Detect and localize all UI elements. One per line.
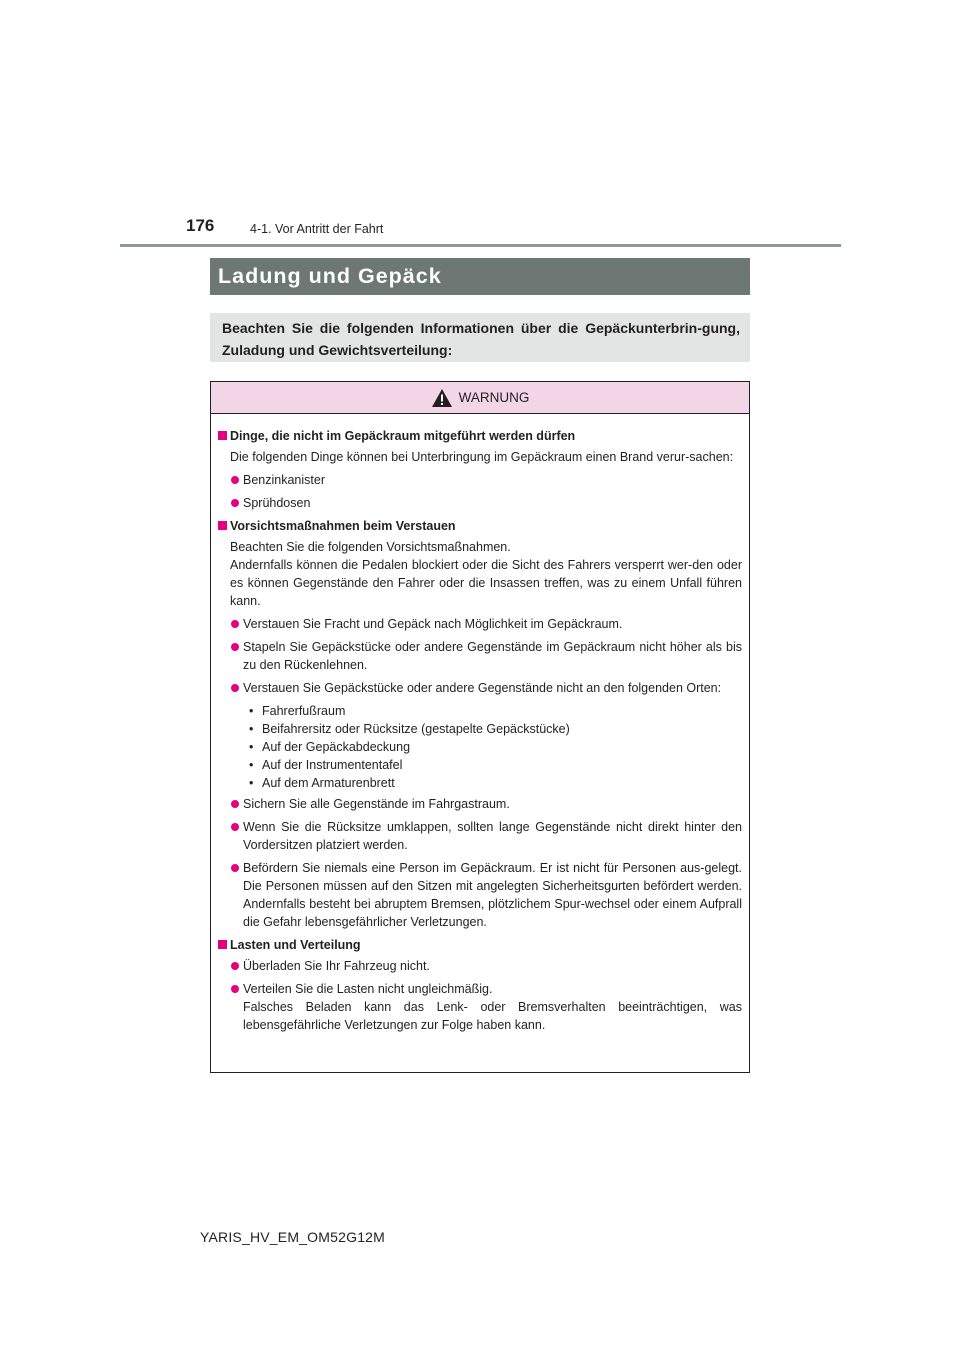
square-bullet-icon: [218, 521, 227, 530]
round-bullet-icon: [231, 864, 239, 872]
warning-label: WARNUNG: [458, 390, 530, 405]
section-header: 4-1. Vor Antritt der Fahrt: [250, 222, 384, 236]
sub-list: [218, 702, 742, 792]
paragraph: Beachten Sie die folgenden Vorsichtsmaßnahmen.: [230, 540, 511, 554]
section-heading: [218, 936, 742, 954]
page-title-text: Ladung und Gepäck: [218, 264, 442, 288]
sub-list-item: • Auf der Instrumententafel: [248, 756, 742, 774]
list-item: [218, 859, 742, 931]
round-bullet-icon: [231, 823, 239, 831]
list-item-text: Benzinkanister: [243, 473, 325, 487]
page-number: 176: [186, 216, 215, 235]
intro-box: Beachten Sie die folgenden Informationen über die Gepäckunterbrin-gung, Zuladung und Gewichtsverteilung:: [210, 313, 750, 362]
warning-triangle-icon: [431, 388, 453, 408]
list-item-continuation: Falsches Beladen kann das Lenk- oder Bremsverhalten beeinträchtigen, was lebensgefährliche Verletzungen zur Folge haben kann.: [243, 1000, 742, 1032]
list-item: [218, 638, 742, 674]
section-heading: [218, 517, 742, 535]
round-bullet-icon: [231, 499, 239, 507]
list-item: [218, 494, 742, 512]
paragraph: Die folgenden Dinge können bei Unterbringung im Gepäckraum einen Brand verur-sachen:: [230, 450, 734, 464]
list-item-text: Überladen Sie Ihr Fahrzeug nicht.: [243, 959, 430, 973]
round-bullet-icon: [231, 620, 239, 628]
sub-list-item: • Beifahrersitz oder Rücksitze (gestapelte Gepäckstücke): [248, 720, 742, 738]
sub-list-item: • Fahrerfußraum: [248, 702, 742, 720]
list-item-text: Stapeln Sie Gepäckstücke oder andere Gegenstände im Gepäckraum nicht höher als bis zu den Rückenlehnen.: [243, 640, 742, 672]
round-bullet-icon: [231, 684, 239, 692]
list-item-text: Verstauen Sie Fracht und Gepäck nach Möglichkeit im Gepäckraum.: [243, 617, 623, 631]
section-heading-text: Vorsichtsmaßnahmen beim Verstauen: [230, 519, 456, 533]
list-item: [218, 795, 742, 813]
paragraph: Andernfalls können die Pedalen blockiert oder die Sicht des Fahrers versperrt wer-den oder es können Gegenstände den Fahrer oder die Insassen treffen, was zu einem Unfall führen kann.: [230, 558, 742, 608]
list-item: [218, 615, 742, 633]
list-item: [218, 980, 742, 1034]
section-heading-text: Lasten und Verteilung: [230, 938, 361, 952]
list-item-text: Wenn Sie die Rücksitze umklappen, sollten lange Gegenstände nicht direkt hinter den Vordersitzen platziert werden.: [243, 820, 742, 852]
section-heading: [218, 427, 742, 445]
square-bullet-icon: [218, 940, 227, 949]
document-code: YARIS_HV_EM_OM52G12M: [200, 1229, 386, 1245]
list-item-text: Sprühdosen: [243, 496, 311, 510]
sub-list-item: • Auf der Gepäckabdeckung: [248, 738, 742, 756]
page-title: [210, 258, 750, 295]
list-item-text: Verteilen Sie die Lasten nicht ungleichmäßig.: [243, 982, 493, 996]
warning-body: [211, 414, 749, 1034]
warning-box: [210, 381, 750, 1073]
round-bullet-icon: [231, 962, 239, 970]
list-item: [218, 818, 742, 854]
list-item: [218, 679, 742, 697]
list-item-text: Sichern Sie alle Gegenstände im Fahrgastraum.: [243, 797, 510, 811]
round-bullet-icon: [231, 476, 239, 484]
sub-list-item: • Auf dem Armaturenbrett: [248, 774, 742, 792]
square-bullet-icon: [218, 431, 227, 440]
warning-header: [211, 382, 749, 414]
list-item-text: Befördern Sie niemals eine Person im Gepäckraum. Er ist nicht für Personen aus-gelegt. Die Personen müssen auf den Sitzen mit angelegten Sicherheitsgurten befördert werden. Andernfalls besteht bei abruptem Bremsen, plötzlichem Spur-wechsel oder einem Aufprall die Gefahr lebensgefährlicher Verletzungen.: [243, 861, 742, 929]
round-bullet-icon: [231, 800, 239, 808]
list-item-text: Verstauen Sie Gepäckstücke oder andere Gegenstände nicht an den folgenden Orten:: [243, 681, 722, 695]
list-item: [218, 957, 742, 975]
section-heading-text: Dinge, die nicht im Gepäckraum mitgeführt werden dürfen: [230, 429, 576, 443]
list-item: [218, 471, 742, 489]
round-bullet-icon: [231, 985, 239, 993]
header-divider: [120, 244, 841, 247]
round-bullet-icon: [231, 643, 239, 651]
